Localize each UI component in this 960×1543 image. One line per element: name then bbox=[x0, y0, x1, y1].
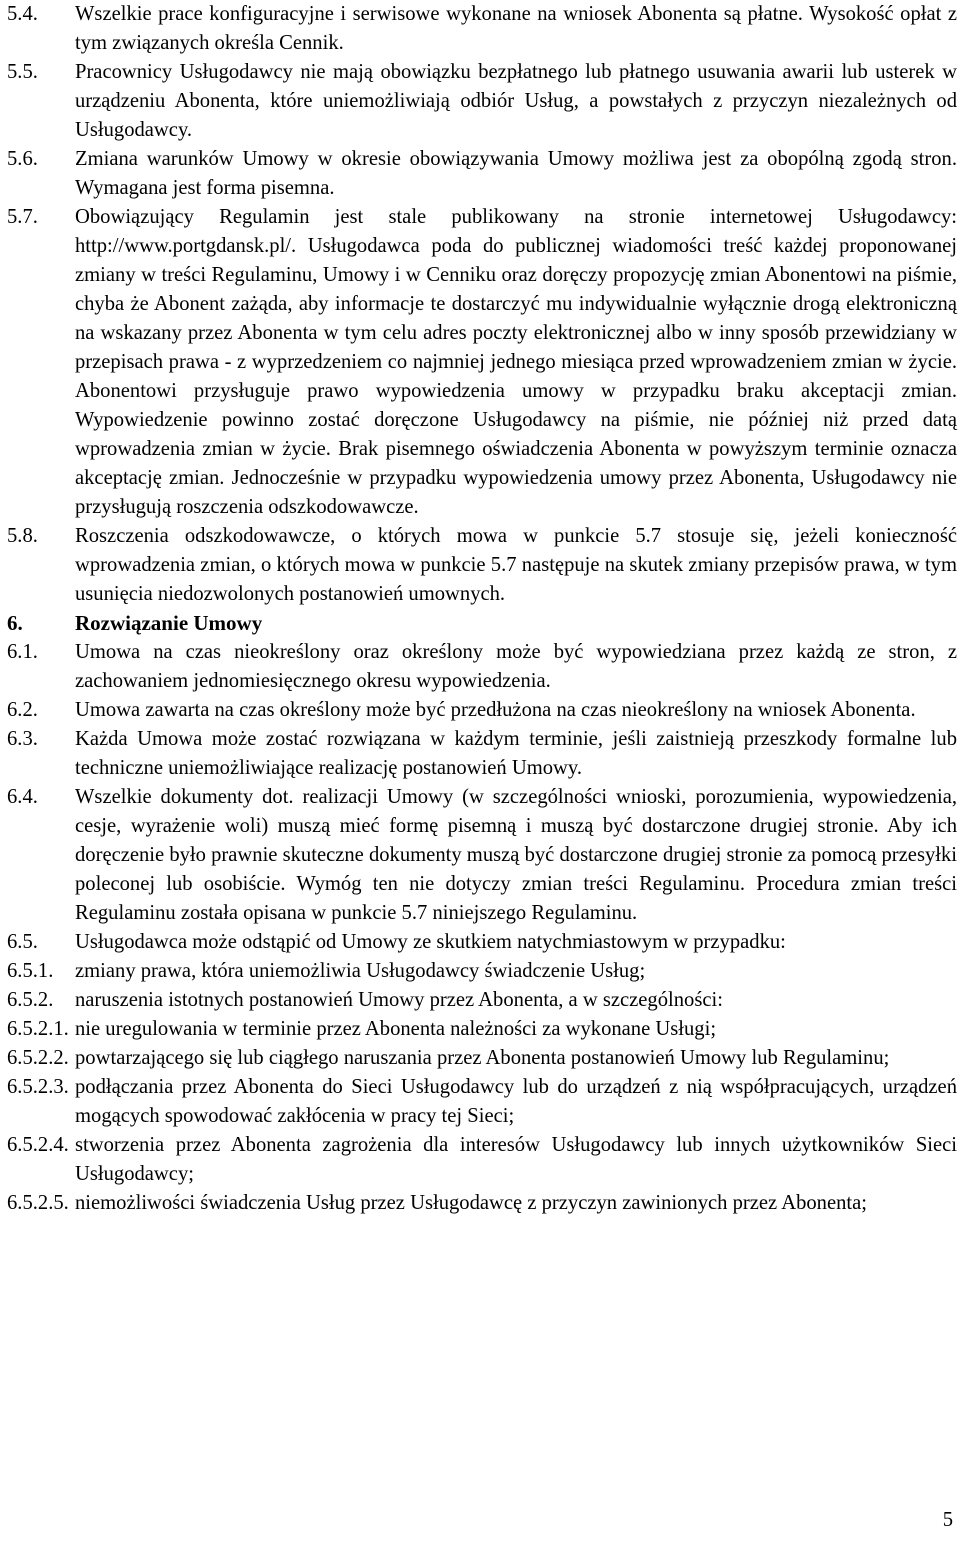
clause-6-5-1 bbox=[7, 957, 957, 986]
clause-6-5-2-5 bbox=[7, 1189, 957, 1218]
clause-text: niemożliwości świadczenia Usług przez Usługodawcę z przyczyn zawinionych przez Abonenta; bbox=[75, 1192, 867, 1214]
clause-6-3 bbox=[7, 725, 957, 783]
clause-number: 5.5. bbox=[7, 61, 38, 83]
clause-6-5 bbox=[7, 928, 957, 957]
clause-5-4 bbox=[7, 0, 957, 58]
section-heading-6 bbox=[7, 609, 957, 638]
clause-6-5-2-4 bbox=[7, 1131, 957, 1189]
clause-number: 6.5.2.3. bbox=[7, 1076, 69, 1098]
heading-text: Rozwiązanie Umowy bbox=[75, 611, 263, 635]
clause-5-8 bbox=[7, 522, 957, 609]
clause-6-4 bbox=[7, 783, 957, 928]
clause-6-5-2-2 bbox=[7, 1044, 957, 1073]
clause-text: Obowiązujący Regulamin jest stale publikowany na stronie internetowej Usługodawcy: http://www.portgdansk.pl/. Usługodawca poda do publicznej wiadomości treść każdej proponowanej zmiany w treści Regulaminu, Umowy i w Cenniku oraz doręczy propozycję zmian Abonentowi na piśmie, chyba że Abonent zażąda, aby informacje te dostarczyć mu indywidualnie wyłącznie drogą elektroniczną na wskazany przez Abonenta w tym celu adres poczty elektronicznej albo w inny sposób przewidziany w przepisach prawa - z wyprzedzeniem co najmniej jednego miesiąca przed wprowadzeniem zmian w życie. Abonentowi przysługuje prawo wypowiedzenia umowy w przypadku braku akceptacji zmian. Wypowiedzenie powinno zostać doręczone Usługodawcy na piśmie, nie później niż przed datą wprowadzenia zmian w życie. Brak pisemnego oświadczenia Abonenta w powyższym terminie oznacza akceptację zmian. Jednocześnie w przypadku wypowiedzenia umowy przez Abonenta, Usługodawcy nie przysługują roszczenia odszkodowawcze. bbox=[75, 206, 957, 518]
clause-text: nie uregulowania w terminie przez Abonenta należności za wykonane Usługi; bbox=[75, 1018, 717, 1040]
clause-6-5-2-1 bbox=[7, 1015, 957, 1044]
clause-number: 6.2. bbox=[7, 699, 38, 721]
clause-text: zmiany prawa, która uniemożliwia Usługodawcy świadczenie Usług; bbox=[75, 960, 646, 982]
document-body bbox=[7, 0, 957, 1218]
clause-number: 6.5.2.1. bbox=[7, 1018, 69, 1040]
clause-text: Zmiana warunków Umowy w okresie obowiązywania Umowy możliwa jest za obopólną zgodą stron. Wymagana jest forma pisemna. bbox=[75, 148, 957, 199]
clause-text: Wszelkie prace konfiguracyjne i serwisowe wykonane na wniosek Abonenta są płatne. Wysokość opłat z tym związanych określa Cennik. bbox=[75, 3, 957, 54]
clause-text: Umowa na czas nieokreślony oraz określony może być wypowiedziana przez każdą ze stron, z zachowaniem jednomiesięcznego okresu wypowiedzenia. bbox=[75, 641, 957, 692]
clause-number: 6.5.2.2. bbox=[7, 1047, 69, 1069]
clause-number: 6.3. bbox=[7, 728, 38, 750]
clause-number: 6.4. bbox=[7, 786, 38, 808]
clause-number: 6.5.2.5. bbox=[7, 1192, 69, 1214]
clause-number: 5.7. bbox=[7, 206, 38, 228]
clause-number: 5.6. bbox=[7, 148, 38, 170]
heading-number: 6. bbox=[7, 611, 23, 635]
clause-text: Umowa zawarta na czas określony może być przedłużona na czas nieokreślony na wniosek Abonenta. bbox=[75, 699, 916, 721]
clause-number: 6.1. bbox=[7, 641, 38, 663]
clause-5-7 bbox=[7, 203, 957, 522]
clause-number: 5.8. bbox=[7, 525, 38, 547]
clause-text: podłączania przez Abonenta do Sieci Usługodawcy lub do urządzeń z nią współpracujących, urządzeń mogących spowodować zakłócenia w pracy tej Sieci; bbox=[75, 1076, 957, 1127]
clause-text: Wszelkie dokumenty dot. realizacji Umowy (w szczególności wnioski, porozumienia, wypowiedzenia, cesje, wyrażenie woli) muszą mieć formę pisemną i muszą być dostarczone drugiej stronie. Aby ich doręczenie było prawnie skuteczne dokumenty muszą być dostarczone drugiej stronie za pomocą przesyłki poleconej lub osobiście. Wymóg ten nie dotyczy zmian treści Regulaminu. Procedura zmian treści Regulaminu została opisana w punkcie 5.7 niniejszego Regulaminu. bbox=[75, 786, 957, 924]
clause-5-5 bbox=[7, 58, 957, 145]
clause-text: Usługodawca może odstąpić od Umowy ze skutkiem natychmiastowym w przypadku: bbox=[75, 931, 786, 953]
clause-text: Każda Umowa może zostać rozwiązana w każdym terminie, jeśli zaistnieją przeszkody formalne lub techniczne uniemożliwiające realizację postanowień Umowy. bbox=[75, 728, 957, 779]
clause-text: Pracownicy Usługodawcy nie mają obowiązku bezpłatnego lub płatnego usuwania awarii lub usterek w urządzeniu Abonenta, które uniemożliwiają odbiór Usług, a powstałych z przyczyn niezależnych od Usługodawcy. bbox=[75, 61, 957, 141]
clause-6-2 bbox=[7, 696, 957, 725]
clause-6-1 bbox=[7, 638, 957, 696]
clause-6-5-2-3 bbox=[7, 1073, 957, 1131]
clause-text: naruszenia istotnych postanowień Umowy przez Abonenta, a w szczególności: bbox=[75, 989, 723, 1011]
clause-text: powtarzającego się lub ciągłego naruszania przez Abonenta postanowień Umowy lub Regulaminu; bbox=[75, 1047, 890, 1069]
clause-5-6 bbox=[7, 145, 957, 203]
clause-number: 6.5.2. bbox=[7, 989, 54, 1011]
clause-text: stworzenia przez Abonenta zagrożenia dla interesów Usługodawcy lub innych użytkowników Sieci Usługodawcy; bbox=[75, 1134, 957, 1185]
page-number: 5 bbox=[942, 1509, 953, 1531]
clause-text: Roszczenia odszkodowawcze, o których mowa w punkcie 5.7 stosuje się, jeżeli konieczność wprowadzenia zmian, o których mowa w punkcie 5.7 następuje na skutek zmiany przepisów prawa, w tym usunięcia niedozwolonych postanowień umownych. bbox=[75, 525, 957, 605]
clause-number: 6.5.1. bbox=[7, 960, 54, 982]
clause-6-5-2 bbox=[7, 986, 957, 1015]
clause-number: 6.5. bbox=[7, 931, 38, 953]
clause-number: 5.4. bbox=[7, 3, 38, 25]
clause-number: 6.5.2.4. bbox=[7, 1134, 69, 1156]
